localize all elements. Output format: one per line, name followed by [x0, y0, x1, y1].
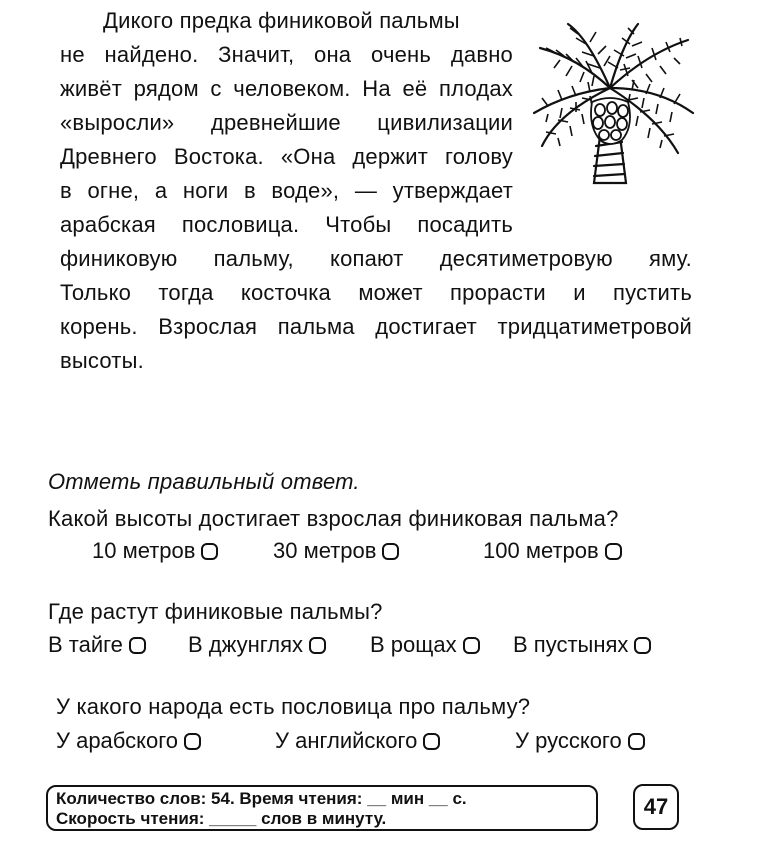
answer-checkbox[interactable]: [605, 543, 622, 560]
option-jungle[interactable]: [188, 632, 326, 658]
passage-line: не найдено. Значит, она очень давно: [60, 42, 513, 67]
option-30-meters[interactable]: [273, 538, 399, 564]
passage-line: Древнего Востока. «Она держит голову: [60, 144, 513, 169]
instruction-text: Отметь правильный ответ.: [48, 469, 360, 494]
answer-checkbox[interactable]: [628, 733, 645, 750]
reading-stats-box: [46, 785, 598, 831]
option-label: 100 метров: [483, 538, 599, 563]
option-label: У арабского: [56, 728, 179, 753]
option-label: В джунглях: [188, 632, 304, 657]
option-100-meters[interactable]: [483, 538, 622, 564]
passage-line: арабская пословица. Чтобы посадить: [60, 212, 513, 237]
passage-line: живёт рядом с человеком. На её плодах: [60, 76, 513, 101]
option-russian[interactable]: [515, 728, 645, 754]
page-number: 47: [633, 784, 679, 830]
passage-line: в огне, а ноги в воде», — утверждает: [60, 178, 513, 203]
option-groves[interactable]: [370, 632, 480, 658]
passage-line: Только тогда косточка может прорасти и пустить: [60, 280, 692, 305]
answer-checkbox[interactable]: [423, 733, 440, 750]
option-label: 10 метров: [92, 538, 196, 563]
answer-checkbox[interactable]: [382, 543, 399, 560]
answer-checkbox[interactable]: [129, 637, 146, 654]
passage-line: «выросли» древнейшие цивилизации: [60, 110, 513, 135]
option-english[interactable]: [275, 728, 440, 754]
passage-line: Дикого предка финиковой пальмы: [103, 8, 460, 33]
question-3-text: У какого народа есть пословица про пальму?: [56, 694, 531, 719]
option-10-meters[interactable]: [92, 538, 218, 564]
answer-checkbox[interactable]: [463, 637, 480, 654]
option-label: У русского: [515, 728, 622, 753]
palm-tree-icon: [528, 18, 698, 188]
option-deserts[interactable]: [513, 632, 651, 658]
passage-line: финиковую пальму, копают десятиметровую яму.: [60, 246, 692, 271]
option-label: В тайге: [48, 632, 123, 657]
passage-line: высоты.: [60, 348, 144, 373]
answer-checkbox[interactable]: [634, 637, 651, 654]
answer-checkbox[interactable]: [184, 733, 201, 750]
question-2-text: Где растут финиковые пальмы?: [48, 599, 383, 624]
answer-checkbox[interactable]: [309, 637, 326, 654]
reading-speed-line: Скорость чтения: _____ слов в минуту.: [56, 809, 387, 828]
option-taiga[interactable]: [48, 632, 146, 658]
option-label: В рощах: [370, 632, 457, 657]
passage-line: корень. Взрослая пальма достигает тридцатиметровой: [60, 314, 692, 339]
word-count-line: Количество слов: 54. Время чтения: __ мин __ с.: [56, 789, 467, 808]
option-label: У английского: [275, 728, 418, 753]
option-label: 30 метров: [273, 538, 377, 563]
option-label: В пустынях: [513, 632, 629, 657]
answer-checkbox[interactable]: [201, 543, 218, 560]
option-arab[interactable]: [56, 728, 201, 754]
question-1-text: Какой высоты достигает взрослая финиковая пальма?: [48, 506, 619, 531]
